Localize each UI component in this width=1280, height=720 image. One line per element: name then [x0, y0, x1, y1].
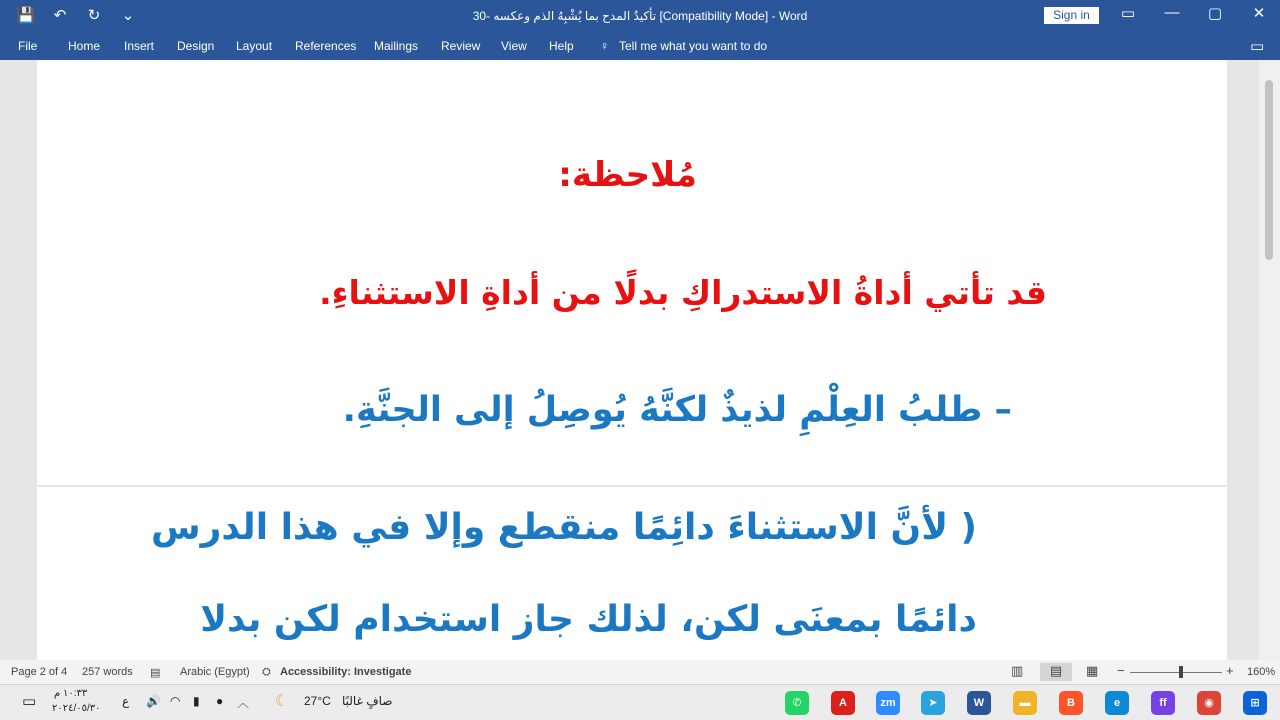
- title-bar: [0, 0, 1280, 32]
- word-icon[interactable]: W: [967, 691, 991, 715]
- tab-mailings[interactable]: Mailings: [374, 39, 419, 53]
- word-count[interactable]: 257 words: [82, 666, 133, 678]
- keyboard-language[interactable]: ع: [122, 694, 130, 708]
- save-icon[interactable]: 💾: [16, 7, 36, 24]
- volume-icon[interactable]: 🔊: [146, 694, 161, 708]
- chrome-icon[interactable]: ◉: [1197, 691, 1221, 715]
- battery-icon[interactable]: ▮: [193, 694, 200, 708]
- accessibility-icon[interactable]: ⛭: [262, 666, 271, 678]
- windows-start-icon[interactable]: ⊞: [1243, 691, 1267, 715]
- weather-temperature[interactable]: 27°C: [304, 694, 331, 708]
- print-layout-icon[interactable]: ▤: [1040, 663, 1072, 681]
- proofing-icon[interactable]: ▤: [150, 667, 161, 679]
- tab-design[interactable]: Design: [177, 39, 215, 53]
- tab-file[interactable]: File: [18, 39, 38, 53]
- ribbon-tabs: [0, 32, 1280, 60]
- zoom-in-button[interactable]: +: [1226, 663, 1234, 678]
- tab-layout[interactable]: Layout: [236, 39, 273, 53]
- file-explorer-icon[interactable]: ▬: [1013, 691, 1037, 715]
- lightbulb-icon: ♀: [600, 39, 609, 53]
- tab-review[interactable]: Review: [441, 39, 481, 53]
- zoom-out-button[interactable]: −: [1117, 663, 1125, 678]
- scrollbar-thumb[interactable]: [1265, 80, 1273, 260]
- window-title: 30- تأكيدُ المدح بما يُشْبِهُ الذم وعكسه [Compatibility Mode] - Word: [472, 9, 808, 23]
- zoom-level[interactable]: 160%: [1247, 666, 1276, 678]
- read-mode-icon[interactable]: ▥: [1011, 663, 1024, 678]
- language-status[interactable]: Arabic (Egypt): [180, 666, 250, 678]
- tab-home[interactable]: Home: [68, 39, 101, 53]
- red-paragraph: قد تأتي أداةُ الاستدراكِ بدلًا من أداةِ الاستثناءِ.: [319, 273, 1047, 312]
- zoom-icon[interactable]: zm: [876, 691, 900, 715]
- sign-in-button[interactable]: Sign in: [1044, 7, 1099, 24]
- minimize-button[interactable]: —: [1164, 4, 1180, 21]
- page-2[interactable]: [37, 487, 1227, 660]
- tray-overflow-icon[interactable]: ︿: [237, 696, 250, 710]
- web-layout-icon[interactable]: ▦: [1086, 663, 1099, 678]
- tab-references[interactable]: References: [295, 39, 357, 53]
- accessibility-status[interactable]: Accessibility: Investigate: [280, 666, 412, 678]
- vertical-scrollbar[interactable]: [1259, 60, 1280, 660]
- zoom-slider-handle[interactable]: [1179, 666, 1183, 678]
- clock-date[interactable]: ٢٠٢٤/٠٥/٣٠: [52, 703, 101, 714]
- close-button[interactable]: ✕: [1252, 5, 1266, 22]
- clock-time[interactable]: ١٠:٣٣ م: [54, 688, 88, 699]
- tell-me-search[interactable]: [600, 39, 767, 53]
- weather-description[interactable]: صافٍ غالبًا: [342, 694, 393, 708]
- page2-line-1: ( لأنَّ الاستثناءَ دائِمًا منقطع وإلا في هذا الدرس: [150, 507, 977, 548]
- ribbon-display-options-icon[interactable]: ▭: [1120, 5, 1136, 22]
- comments-icon[interactable]: ▭: [1250, 38, 1265, 55]
- maximize-button[interactable]: ▢: [1207, 5, 1223, 22]
- whatsapp-icon[interactable]: ✆: [785, 691, 809, 715]
- tell-me-text: Tell me what you want to do: [619, 39, 768, 53]
- notification-icon[interactable]: ▭: [22, 693, 37, 710]
- redo-icon[interactable]: ↻: [87, 7, 101, 24]
- tab-insert[interactable]: Insert: [124, 39, 155, 53]
- tab-view[interactable]: View: [501, 39, 527, 53]
- page-1[interactable]: [37, 60, 1227, 485]
- brave-icon[interactable]: B: [1059, 691, 1083, 715]
- microphone-icon[interactable]: ●: [216, 694, 224, 708]
- blue-example: – طلبُ العِلْمِ لذيذٌ لكنَّهُ يُوصِلُ إلى الجنَّةِ.: [342, 390, 1012, 430]
- zoom-slider[interactable]: [1130, 672, 1222, 673]
- document-canvas[interactable]: [0, 60, 1280, 660]
- edge-icon[interactable]: e: [1105, 691, 1129, 715]
- firefox-icon[interactable]: ff: [1151, 691, 1175, 715]
- customize-qat-icon[interactable]: ⌄: [121, 7, 135, 24]
- windows-taskbar: [0, 684, 1280, 720]
- wifi-icon[interactable]: ◠: [170, 694, 181, 708]
- undo-icon[interactable]: ↶: [53, 7, 67, 24]
- acrobat-icon[interactable]: A: [831, 691, 855, 715]
- telegram-icon[interactable]: ➤: [921, 691, 945, 715]
- note-heading: مُلاحظة:: [558, 155, 697, 195]
- status-bar: [0, 660, 1280, 684]
- page2-line-2: دائمًا بمعنَى لكن، لذلك جاز استخدام لكن بدلا: [200, 599, 977, 640]
- tab-help[interactable]: Help: [549, 39, 574, 53]
- page-count[interactable]: Page 2 of 4: [11, 666, 68, 678]
- weather-icon[interactable]: ☾: [275, 693, 290, 710]
